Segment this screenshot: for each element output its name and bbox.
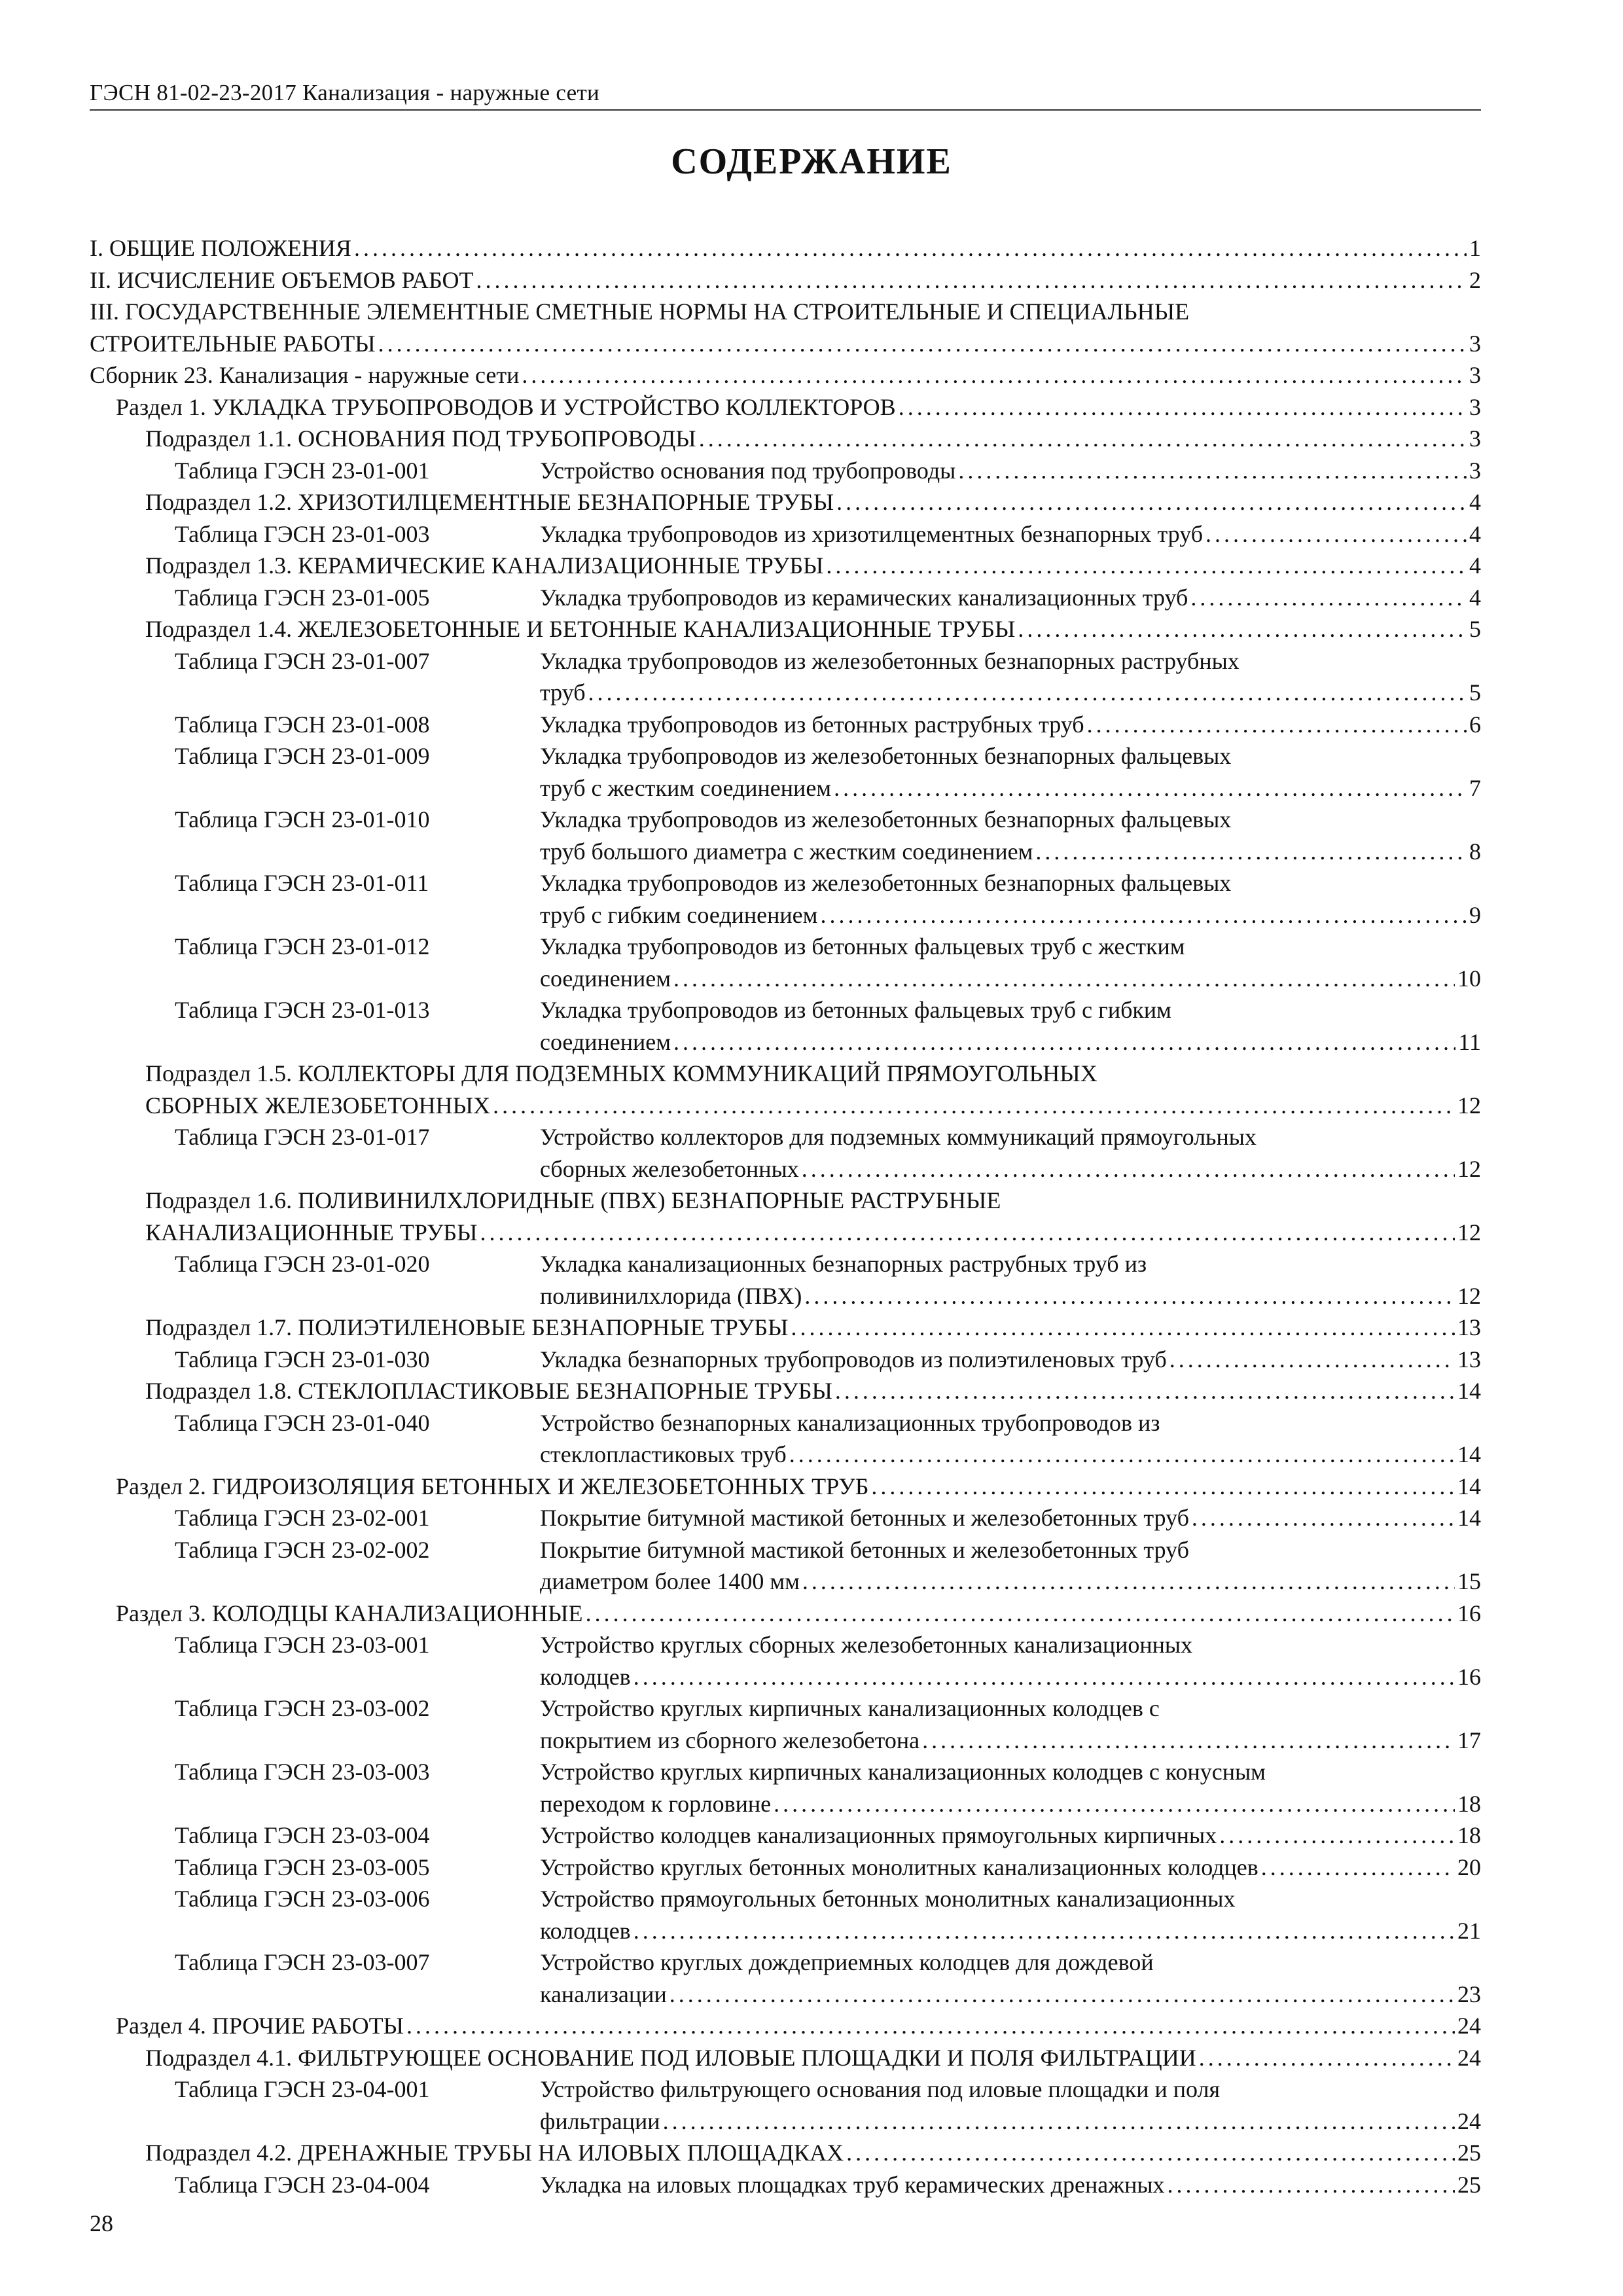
table-title: сборных железобетонных [540, 1155, 799, 1182]
toc-page-number: 21 [1457, 1917, 1481, 1944]
toc-table-entry[interactable] [90, 1344, 1481, 1376]
dot-leader [802, 1153, 1455, 1185]
table-code: Таблица ГЭСН 23-03-004 [175, 1822, 430, 1848]
dot-leader [476, 264, 1467, 296]
toc-page-number: 12 [1457, 1282, 1481, 1309]
toc-table-entry[interactable] [90, 709, 1481, 741]
dot-leader [673, 963, 1455, 995]
table-title: труб большого диаметра с жестким соединением [540, 838, 1033, 865]
table-title: Укладка трубопроводов из железобетонных безнапорных фальцевых [540, 743, 1232, 769]
table-title: покрытием из сборного железобетона [540, 1727, 920, 1753]
toc-subsection[interactable] [90, 2137, 1481, 2169]
toc-table-continuation[interactable] [90, 1725, 1481, 1757]
toc-entry-label: Раздел 3. КОЛОДЦЫ КАНАЛИЗАЦИОННЫЕ [116, 1600, 583, 1626]
table-code: Таблица ГЭСН 23-03-001 [175, 1632, 430, 1658]
toc-table-continuation[interactable] [90, 1566, 1481, 1598]
toc-entry-label: Подраздел 1.6. ПОЛИВИНИЛХЛОРИДНЫЕ (ПВХ) БЕЗНАПОРНЫЕ РАСТРУБНЫЕ [145, 1187, 1001, 1213]
toc-subsection[interactable] [90, 550, 1481, 582]
dot-leader [522, 359, 1467, 391]
toc-table-entry[interactable] [90, 1121, 1481, 1153]
toc-entry-continuation[interactable] [90, 328, 1481, 360]
table-code: Таблица ГЭСН 23-01-013 [175, 997, 430, 1023]
toc-entry-label: СБОРНЫХ ЖЕЛЕЗОБЕТОННЫХ [145, 1092, 491, 1119]
table-code: Таблица ГЭСН 23-03-002 [175, 1695, 430, 1721]
toc-section[interactable] [90, 2010, 1481, 2042]
dot-leader [791, 1312, 1455, 1344]
dot-leader [826, 550, 1467, 582]
toc-entry-label: КАНАЛИЗАЦИОННЫЕ ТРУБЫ [145, 1219, 478, 1246]
dot-leader [804, 1280, 1455, 1312]
table-title: Устройство колодцев канализационных прямоугольных кирпичных [540, 1822, 1217, 1848]
toc-page-number: 5 [1469, 616, 1481, 642]
toc-page-number: 25 [1457, 2140, 1481, 2166]
toc-table-continuation[interactable] [90, 963, 1481, 995]
table-title: Устройство круглых дождеприемных колодцев для дождевой [540, 1949, 1154, 1975]
table-title: переходом к горловине [540, 1790, 772, 1817]
table-code: Таблица ГЭСН 23-01-005 [175, 584, 430, 611]
table-code: Таблица ГЭСН 23-03-006 [175, 1886, 430, 1912]
dot-leader [1035, 836, 1467, 868]
dot-leader [774, 1788, 1455, 1820]
table-title: соединением [540, 1028, 671, 1055]
toc-page-number: 13 [1457, 1346, 1481, 1372]
toc-page-number: 24 [1457, 2044, 1481, 2071]
toc-entry-label: Подраздел 1.8. СТЕКЛОПЛАСТИКОВЫЕ БЕЗНАПОРНЫЕ ТРУБЫ [145, 1378, 832, 1404]
dot-leader [1205, 518, 1467, 550]
toc-page-number: 10 [1457, 965, 1481, 992]
toc-page-number: 17 [1457, 1727, 1481, 1753]
toc-table-continuation[interactable] [90, 1661, 1481, 1693]
table-title: Устройство коллекторов для подземных коммуникаций прямоугольных [540, 1124, 1257, 1150]
dot-leader [354, 232, 1467, 264]
toc-table-entry[interactable] [90, 740, 1481, 772]
dot-leader [406, 2010, 1455, 2042]
toc-page-number: 3 [1469, 393, 1481, 420]
toc-subsection[interactable] [90, 1375, 1481, 1407]
toc-table-entry[interactable] [90, 582, 1481, 614]
toc-entry-label: Подраздел 4.1. ФИЛЬТРУЮЩЕЕ ОСНОВАНИЕ ПОД ИЛОВЫЕ ПЛОЩАДКИ И ПОЛЯ ФИЛЬТРАЦИИ [145, 2044, 1196, 2071]
toc-table-entry[interactable] [90, 1883, 1481, 1915]
toc-entry[interactable] [90, 296, 1481, 328]
toc-section[interactable] [90, 1471, 1481, 1503]
dot-leader [378, 328, 1467, 360]
toc-entry-label: Подраздел 1.7. ПОЛИЭТИЛЕНОВЫЕ БЕЗНАПОРНЫЕ ТРУБЫ [145, 1314, 789, 1340]
toc-entry-label: Подраздел 1.4. ЖЕЛЕЗОБЕТОННЫЕ И БЕТОННЫЕ КАНАЛИЗАЦИОННЫЕ ТРУБЫ [145, 616, 1016, 642]
toc-table-entry[interactable] [90, 994, 1481, 1026]
table-code: Таблица ГЭСН 23-02-002 [175, 1536, 430, 1563]
toc-page-number: 15 [1457, 1568, 1481, 1594]
toc-page-number: 3 [1469, 330, 1481, 357]
dot-leader [633, 1915, 1455, 1947]
toc-entry-label: Подраздел 1.3. КЕРАМИЧЕСКИЕ КАНАЛИЗАЦИОННЫЕ ТРУБЫ [145, 552, 824, 579]
toc-section[interactable] [90, 391, 1481, 423]
toc-subsection-continuation[interactable] [90, 1217, 1481, 1249]
table-title: Укладка на иловых площадках труб керамических дренажных [540, 2171, 1165, 2198]
dot-leader [1018, 613, 1467, 645]
table-title: Укладка трубопроводов из бетонных фальцевых труб с жестким [540, 933, 1185, 960]
table-code: Таблица ГЭСН 23-04-001 [175, 2076, 430, 2102]
dot-leader [958, 455, 1467, 487]
toc-subsection[interactable] [90, 613, 1481, 645]
toc-page-number: 4 [1469, 489, 1481, 515]
toc-entry-label: Подраздел 1.2. ХРИЗОТИЛЦЕМЕНТНЫЕ БЕЗНАПОРНЫЕ ТРУБЫ [145, 489, 834, 515]
table-title: стеклопластиковых труб [540, 1441, 787, 1467]
table-title: Устройство фильтрующего основания под иловые площадки и поля [540, 2076, 1221, 2102]
toc-page-number: 11 [1458, 1028, 1481, 1055]
toc-page-number: 14 [1457, 1441, 1481, 1467]
page-title: СОДЕРЖАНИЕ [671, 141, 952, 182]
table-title: Устройство круглых кирпичных канализационных колодцев с конусным [540, 1759, 1266, 1785]
table-title: Укладка трубопроводов из хризотилцементных безнапорных труб [540, 520, 1204, 547]
dot-leader [802, 1566, 1455, 1598]
toc-subsection[interactable] [90, 1058, 1481, 1090]
table-title: Устройство основания под трубопроводы [540, 457, 956, 484]
toc-entry-label: СТРОИТЕЛЬНЫЕ РАБОТЫ [90, 330, 376, 357]
dot-leader [663, 2106, 1455, 2138]
toc-table-continuation[interactable] [90, 1439, 1481, 1471]
table-title: Укладка трубопроводов из железобетонных безнапорных фальцевых [540, 870, 1232, 896]
toc-entry-label: Раздел 4. ПРОЧИЕ РАБОТЫ [116, 2013, 404, 2039]
table-title: Укладка трубопроводов из железобетонных безнапорных раструбных [540, 647, 1240, 674]
table-of-contents [90, 232, 1481, 2200]
toc-page-number: 3 [1469, 425, 1481, 452]
toc-table-entry[interactable] [90, 804, 1481, 836]
table-title: труб с жестким соединением [540, 774, 832, 801]
toc-subsection[interactable] [90, 423, 1481, 455]
table-code: Таблица ГЭСН 23-01-001 [175, 457, 430, 484]
dot-leader [820, 899, 1467, 931]
dot-leader [1192, 1502, 1455, 1534]
dot-leader [1087, 709, 1467, 741]
toc-subsection[interactable] [90, 486, 1481, 518]
toc-page-number: 14 [1457, 1505, 1481, 1531]
dot-leader [1169, 1344, 1455, 1376]
toc-table-entry[interactable] [90, 1852, 1481, 1884]
dot-leader [699, 423, 1467, 455]
dot-leader [871, 1471, 1455, 1503]
toc-table-entry[interactable] [90, 931, 1481, 963]
header-rule [90, 109, 1481, 111]
table-title: Устройство безнапорных канализационных трубопроводов из [540, 1409, 1160, 1436]
table-code: Таблица ГЭСН 23-01-003 [175, 520, 430, 547]
toc-entry-label: Подраздел 4.2. ДРЕНАЖНЫЕ ТРУБЫ НА ИЛОВЫХ ПЛОЩАДКАХ [145, 2140, 844, 2166]
table-title: Укладка трубопроводов из железобетонных безнапорных фальцевых [540, 806, 1232, 833]
table-code: Таблица ГЭСН 23-01-007 [175, 647, 430, 674]
table-code: Таблица ГЭСН 23-01-008 [175, 711, 430, 738]
table-title: колодцев [540, 1917, 631, 1944]
toc-page-number: 16 [1457, 1600, 1481, 1626]
table-title: Устройство круглых бетонных монолитных канализационных колодцев [540, 1854, 1258, 1880]
toc-page-number: 12 [1457, 1219, 1481, 1246]
table-code: Таблица ГЭСН 23-03-007 [175, 1949, 430, 1975]
toc-entry-label: Подраздел 1.5. КОЛЛЕКТОРЫ ДЛЯ ПОДЗЕМНЫХ КОММУНИКАЦИЙ ПРЯМОУГОЛЬНЫХ [145, 1060, 1097, 1086]
dot-leader [1261, 1852, 1455, 1884]
table-code: Таблица ГЭСН 23-03-003 [175, 1759, 430, 1785]
toc-entry[interactable] [90, 264, 1481, 296]
toc-subsection[interactable] [90, 2042, 1481, 2074]
dot-leader [789, 1439, 1455, 1471]
toc-table-entry[interactable] [90, 1629, 1481, 1661]
toc-page-number: 14 [1457, 1473, 1481, 1499]
table-title: фильтрации [540, 2108, 660, 2134]
page-number: 28 [90, 2210, 113, 2236]
toc-table-entry[interactable] [90, 1946, 1481, 1979]
toc-page-number: 4 [1469, 584, 1481, 611]
toc-page-number: 16 [1457, 1663, 1481, 1690]
table-title: Покрытие битумной мастикой бетонных и железобетонных труб [540, 1536, 1189, 1563]
toc-page-number: 24 [1457, 2108, 1481, 2134]
toc-section[interactable] [90, 1598, 1481, 1630]
dot-leader [1168, 2169, 1455, 2201]
dot-leader [673, 1026, 1455, 1058]
toc-table-continuation[interactable] [90, 772, 1481, 804]
table-title: Укладка безнапорных трубопроводов из полиэтиленовых труб [540, 1346, 1167, 1372]
toc-table-continuation[interactable] [90, 1026, 1481, 1058]
toc-page-number: 4 [1469, 552, 1481, 579]
table-code: Таблица ГЭСН 23-01-040 [175, 1409, 430, 1436]
table-title: соединением [540, 965, 671, 992]
table-title: диаметром более 1400 мм [540, 1568, 800, 1594]
toc-table-entry[interactable] [90, 1693, 1481, 1725]
toc-entry-label: Сборник 23. Канализация - наружные сети [90, 362, 520, 388]
table-code: Таблица ГЭСН 23-02-001 [175, 1505, 430, 1531]
toc-table-continuation[interactable] [90, 1280, 1481, 1312]
dot-leader [834, 772, 1467, 804]
table-title: Устройство прямоугольных бетонных монолитных канализационных [540, 1886, 1236, 1912]
table-code: Таблица ГЭСН 23-01-011 [175, 870, 429, 896]
table-title: Укладка трубопроводов из керамических канализационных труб [540, 584, 1188, 611]
toc-page-number: 3 [1469, 457, 1481, 484]
table-code: Таблица ГЭСН 23-01-017 [175, 1124, 430, 1150]
table-title: Укладка трубопроводов из бетонных фальцевых труб с гибким [540, 997, 1171, 1023]
toc-table-entry[interactable] [90, 518, 1481, 550]
table-title: Устройство круглых сборных железобетонных канализационных [540, 1632, 1193, 1658]
table-code: Таблица ГЭСН 23-01-012 [175, 933, 430, 960]
toc-table-continuation[interactable] [90, 1915, 1481, 1947]
toc-entry-label: Раздел 1. УКЛАДКА ТРУБОПРОВОДОВ И УСТРОЙСТВО КОЛЛЕКТОРОВ [116, 393, 896, 420]
toc-page-number: 6 [1469, 711, 1481, 738]
dot-leader [846, 2137, 1455, 2169]
table-title: труб с гибким соединением [540, 901, 818, 928]
toc-page-number: 1 [1469, 235, 1481, 261]
table-title: канализации [540, 1981, 667, 2007]
toc-page-number: 23 [1457, 1981, 1481, 2007]
dot-leader [493, 1090, 1455, 1122]
table-code: Таблица ГЭСН 23-04-004 [175, 2171, 430, 2198]
table-title: труб [540, 679, 586, 706]
dot-leader [1190, 582, 1467, 614]
table-title: Покрытие битумной мастикой бетонных и железобетонных труб [540, 1505, 1189, 1531]
toc-entry-label: Раздел 2. ГИДРОИЗОЛЯЦИЯ БЕТОННЫХ И ЖЕЛЕЗОБЕТОННЫХ ТРУБ [116, 1473, 869, 1499]
toc-subsection[interactable] [90, 1185, 1481, 1217]
table-title: Укладка трубопроводов из бетонных раструбных труб [540, 711, 1084, 738]
toc-page-number: 7 [1469, 774, 1481, 801]
toc-page-number: 20 [1457, 1854, 1481, 1880]
table-code: Таблица ГЭСН 23-01-010 [175, 806, 430, 833]
toc-page-number: 5 [1469, 679, 1481, 706]
toc-table-continuation[interactable] [90, 1153, 1481, 1185]
dot-leader [586, 1598, 1455, 1630]
toc-table-continuation[interactable] [90, 2106, 1481, 2138]
dot-leader [922, 1725, 1455, 1757]
toc-table-entry[interactable] [90, 2073, 1481, 2106]
dot-leader [633, 1661, 1455, 1693]
dot-leader [480, 1217, 1455, 1249]
toc-page-number: 4 [1469, 520, 1481, 547]
dot-leader [1199, 2042, 1455, 2074]
toc-page-number: 18 [1457, 1822, 1481, 1848]
toc-entry[interactable] [90, 232, 1481, 264]
toc-entry-label: III. ГОСУДАРСТВЕННЫЕ ЭЛЕМЕНТНЫЕ СМЕТНЫЕ НОРМЫ НА СТРОИТЕЛЬНЫЕ И СПЕЦИАЛЬНЫЕ [90, 298, 1190, 325]
toc-entry-label: I. ОБЩИЕ ПОЛОЖЕНИЯ [90, 235, 351, 261]
toc-table-entry[interactable] [90, 1534, 1481, 1566]
dot-leader [836, 486, 1467, 518]
toc-table-entry[interactable] [90, 1407, 1481, 1439]
toc-page-number: 9 [1469, 901, 1481, 928]
toc-table-continuation[interactable] [90, 836, 1481, 868]
toc-page-number: 12 [1457, 1155, 1481, 1182]
toc-table-entry[interactable] [90, 1756, 1481, 1788]
toc-page-number: 3 [1469, 362, 1481, 388]
toc-page-number: 25 [1457, 2171, 1481, 2198]
toc-page-number: 14 [1457, 1378, 1481, 1404]
toc-page-number: 13 [1457, 1314, 1481, 1340]
toc-page-number: 18 [1457, 1790, 1481, 1817]
dot-leader [588, 677, 1467, 709]
dot-leader [1219, 1820, 1455, 1852]
toc-page-number: 2 [1469, 266, 1481, 293]
table-title: колодцев [540, 1663, 631, 1690]
toc-table-continuation[interactable] [90, 677, 1481, 709]
toc-entry-label: Подраздел 1.1. ОСНОВАНИЯ ПОД ТРУБОПРОВОДЫ [145, 425, 696, 452]
dot-leader [835, 1375, 1455, 1407]
toc-subsection-continuation[interactable] [90, 1090, 1481, 1122]
toc-entry-label: II. ИСЧИСЛЕНИЕ ОБЪЕМОВ РАБОТ [90, 266, 474, 293]
toc-table-entry[interactable] [90, 1248, 1481, 1280]
toc-table-entry[interactable] [90, 867, 1481, 899]
toc-table-continuation[interactable] [90, 1788, 1481, 1820]
toc-table-continuation[interactable] [90, 899, 1481, 931]
running-header: ГЭСН 81-02-23-2017 Канализация - наружные сети [90, 80, 600, 105]
table-code: Таблица ГЭСН 23-01-030 [175, 1346, 430, 1372]
toc-table-entry[interactable] [90, 645, 1481, 677]
toc-table-entry[interactable] [90, 1820, 1481, 1852]
table-code: Таблица ГЭСН 23-03-005 [175, 1854, 430, 1880]
table-title: Укладка канализационных безнапорных раструбных труб из [540, 1251, 1147, 1277]
toc-entry[interactable] [90, 359, 1481, 391]
toc-table-entry[interactable] [90, 455, 1481, 487]
toc-page-number: 12 [1457, 1092, 1481, 1119]
table-code: Таблица ГЭСН 23-01-009 [175, 743, 430, 769]
table-title: поливинилхлорида (ПВХ) [540, 1282, 802, 1309]
toc-page-number: 8 [1469, 838, 1481, 865]
toc-subsection[interactable] [90, 1312, 1481, 1344]
table-title: Устройство круглых кирпичных канализационных колодцев с [540, 1695, 1160, 1721]
toc-table-continuation[interactable] [90, 1979, 1481, 2011]
table-code: Таблица ГЭСН 23-01-020 [175, 1251, 430, 1277]
dot-leader [669, 1979, 1455, 2011]
toc-table-entry[interactable] [90, 2169, 1481, 2201]
toc-table-entry[interactable] [90, 1502, 1481, 1534]
dot-leader [899, 391, 1467, 423]
toc-page-number: 24 [1457, 2013, 1481, 2039]
